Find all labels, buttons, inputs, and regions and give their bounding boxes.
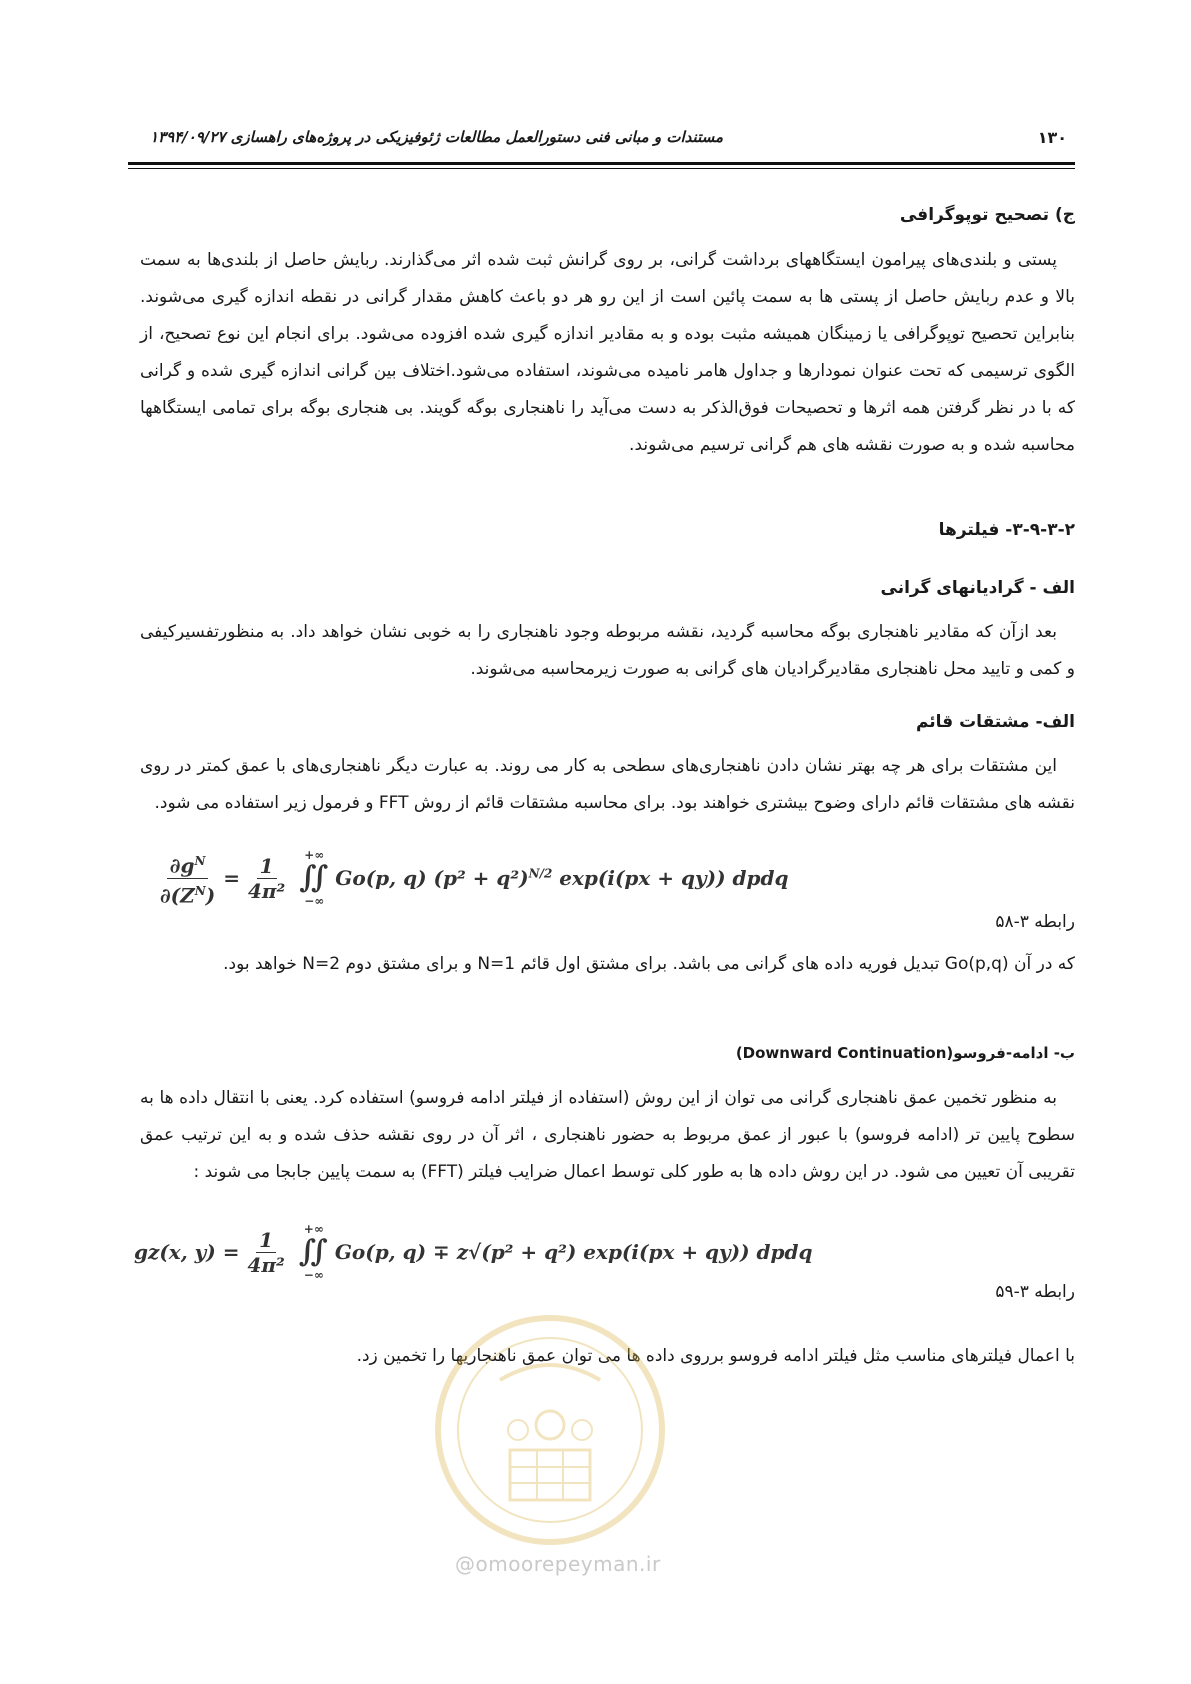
page-number: ۱۳۰	[1037, 128, 1067, 147]
formula1-double-integral: +∞ ∬ −∞	[299, 848, 330, 908]
formula1-integrand: Go(p, q) $(p^2 + q^2)^{N/2}$ exp(i(px + qy)) dpdq	[335, 866, 789, 890]
paragraph-vertical-after: که در آن Go(p,q) تبدیل فوریه داده های گرانی می باشد. برای مشتق اول قائم N=1 و برای مشتق دوم N=2 خواهد بود.	[223, 954, 1075, 974]
relation-label-58: رابطه ۳-۵۸	[995, 912, 1075, 932]
formula1-coefficient: $\frac{1}{\text{4π²}}$	[247, 853, 286, 903]
header-rule-thin	[128, 168, 1075, 169]
formula-vertical-derivative: $\frac{\partial g^N}{\partial(Z^N)}$ = $\frac{1}{\text{4π²}}$ +∞ ∬ −∞ Go(p, q) $(p^2 + q^2)^{N/2}$ exp(i(px + qy)) dpdq	[152, 848, 788, 908]
header-rule-thick	[128, 162, 1075, 165]
formula1-lhs: $\frac{\partial g^N}{\partial(Z^N)}$	[157, 849, 218, 907]
heading-topo-correction: ج) تصحیح توپوگرافی	[899, 205, 1075, 225]
formula2-integrand: Go(p, q) ∓ z√(p² + q²) exp(i(px + qy)) dpdq	[334, 1240, 813, 1264]
heading-downward-continuation: ب- ادامه-فروسو(Downward Continuation)	[735, 1044, 1075, 1062]
formula2-double-integral: +∞ ∬ −∞	[298, 1222, 329, 1282]
heading-gravity-gradients: الف - گرادیانهای گرانی	[880, 578, 1075, 598]
heading-filters: ۳-۹-۳-۲- فیلترها	[938, 520, 1075, 540]
formula-downward-continuation: gz(x, y) = $\frac{1}{\text{4π²}}$ +∞ ∬ −∞ Go(p, q) ∓ z√(p² + q²) exp(i(px + qy)) dpdq	[134, 1222, 813, 1282]
relation-label-59: رابطه ۳-۵۹	[995, 1282, 1075, 1302]
running-title: مستندات و مبانی فنی دستورالعمل مطالعات ژئوفیزیکی در پروژه‌های راهسازی ۱۳۹۴/۰۹/۲۷	[150, 128, 724, 146]
paragraph-gradients: بعد ازآن که مقادیر ناهنجاری بوگه محاسبه گردید، نقشه مربوطه وجود ناهنجاری را به خوبی نشان خواهد داد. به منظورتفسیرکیفی و کمی و تایید محل ناهنجاری مقادیرگرادیان های گرانی به صورت زیرمحاسبه می‌شوند.	[140, 622, 1075, 679]
paragraph-downward: به منظور تخمین عمق ناهنجاری گرانی می توان از این روش (استفاده از فیلتر ادامه فروسو) استفاده کرد. یعنی با انتقال داده ها به سطوح پایین تر (ادامه فروسو) با عبور از عمق مربوط به حضور ناهنجاری ، اثر آن در روی نقشه حذف شده و به این ترتیب عمق تقریبی آن تعیین می شود. در این روش داده ها به طور کلی توسط اعمال ضرایب فیلتر (FFT) به سمت پایین جابجا می شوند :	[140, 1088, 1075, 1182]
watermark-seal-logo	[430, 1310, 670, 1550]
paragraph-topo: پستی و بلندی‌های پیرامون ایستگاههای برداشت گرانی، بر روی گرانش ثبت شده اثر می‌گذارند. ربایش حاصل از بلندی‌ها به سمت بالا و عدم ربایش حاصل از پستی ها به سمت پائین است از این رو هر دو باعث کاهش مقدار گرانی در نقطه اندازه گیری می‌شوند. بنابراین تحصیح توپوگرافی یا زمینگان همیشه مثبت بوده و به مقادیر اندازه گیری شده افزوده می‌شود. برای انجام این نوع تصحیح، از الگوی ترسیمی که تحت عنوان نمودارها و جداول هامر نامیده می‌شوند، استفاده می‌شود.اختلاف بین گرانی اندازه گیری شده و گرانی که با در نظر گرفتن همه اثرها و تحصیحات فوق‌الذکر به دست می‌آید را ناهنجاری بوگه گویند. بی هنجاری بوگه برای تمامی ایستگاهها محاسبه شده و به صورت نقشه های هم گرانی ترسیم می‌شوند.	[140, 250, 1075, 455]
watermark-site-text: @omoorepeyman.ir	[455, 1552, 661, 1576]
heading-vertical-derivatives: الف- مشتقات قائم	[915, 712, 1075, 732]
paragraph-vertical: این مشتقات برای هر چه بهتر نشان دادن ناهنجاری‌های سطحی به کار می روند. به عبارت دیگر ناهنجاری‌های با عمق کمتر در روی نقشه های مشتقات قائم دارای وضوح بیشتری خواهند بود. برای محاسبه مشتقات قائم از روش FFT و فرمول زیر استفاده می شود.	[140, 756, 1075, 813]
paragraph-closing: با اعمال فیلترهای مناسب مثل فیلتر ادامه فروسو برروی داده ها می توان عمق ناهنجاریها را تخمین زد.	[356, 1346, 1075, 1366]
formula2-coefficient: $\frac{1}{\text{4π²}}$	[247, 1227, 285, 1277]
page-header	[128, 128, 1075, 152]
